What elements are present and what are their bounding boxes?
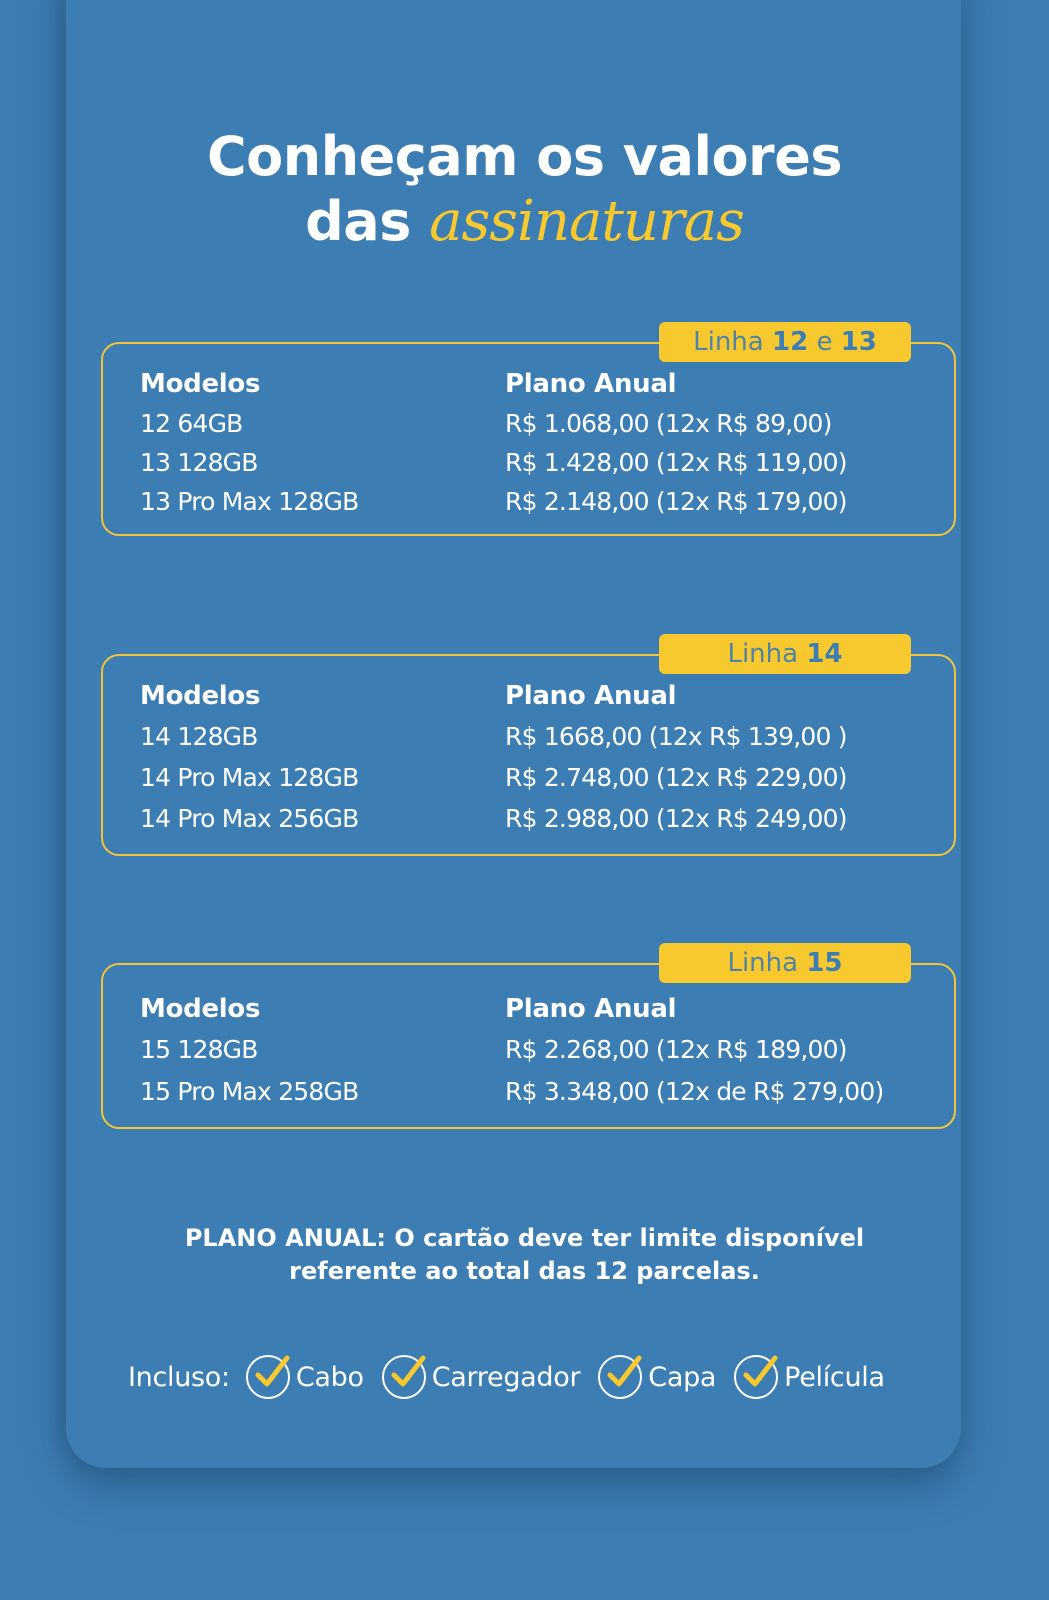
page-title-line2 xyxy=(0,190,1049,254)
include-item-label: Carregador xyxy=(431,1361,581,1393)
check-icon xyxy=(246,1355,290,1399)
plan-column xyxy=(505,364,847,521)
plan-note xyxy=(0,1222,1049,1288)
linha-tag: Linha 14 xyxy=(659,634,911,674)
plan-header: Plano Anual xyxy=(505,994,677,1024)
includes-row xyxy=(128,1352,903,1402)
model-cell: 14 128GB xyxy=(140,722,258,751)
include-item-capa xyxy=(598,1355,716,1399)
model-cell: 13 Pro Max 128GB xyxy=(140,487,359,516)
title-script-word: assinaturas xyxy=(429,189,744,254)
price-cell: R$ 3.348,00 (12x de R$ 279,00) xyxy=(505,1077,884,1106)
models-column xyxy=(140,676,358,839)
plan-header: Plano Anual xyxy=(505,369,677,399)
price-cell: R$ 2.988,00 (12x R$ 249,00) xyxy=(505,804,847,833)
plan-column xyxy=(505,989,883,1113)
linha-tag: Linha 12 e 13 xyxy=(659,322,911,362)
models-header: Modelos xyxy=(140,681,261,711)
models-column xyxy=(140,364,358,521)
price-cell: R$ 1.068,00 (12x R$ 89,00) xyxy=(505,409,832,438)
title-plain-word: das xyxy=(305,190,411,253)
model-cell: 12 64GB xyxy=(140,409,243,438)
check-icon xyxy=(382,1355,426,1399)
models-header: Modelos xyxy=(140,994,261,1024)
page-title-line1: Conheçam os valores xyxy=(207,125,842,188)
models-header: Modelos xyxy=(140,369,261,399)
include-item-carregador xyxy=(382,1355,581,1399)
price-cell: R$ 2.268,00 (12x R$ 189,00) xyxy=(505,1035,847,1064)
pricing-box-linha-12-13 xyxy=(101,327,956,536)
model-cell: 14 Pro Max 256GB xyxy=(140,804,359,833)
includes-label: Incluso: xyxy=(128,1361,230,1393)
model-cell: 14 Pro Max 128GB xyxy=(140,763,359,792)
models-column xyxy=(140,989,358,1113)
include-item-pelicula xyxy=(734,1355,885,1399)
price-cell: R$ 2.748,00 (12x R$ 229,00) xyxy=(505,763,847,792)
model-cell: 15 Pro Max 258GB xyxy=(140,1077,359,1106)
price-cell: R$ 1668,00 (12x R$ 139,00 ) xyxy=(505,722,847,751)
price-cell: R$ 2.148,00 (12x R$ 179,00) xyxy=(505,487,847,516)
linha-tag: Linha 15 xyxy=(659,943,911,983)
check-icon xyxy=(734,1355,778,1399)
pricing-box-linha-15 xyxy=(101,948,956,1129)
model-cell: 15 128GB xyxy=(140,1035,258,1064)
pricing-box-linha-14 xyxy=(101,639,956,856)
include-item-label: Capa xyxy=(648,1361,717,1393)
plan-header: Plano Anual xyxy=(505,681,677,711)
include-item-cabo xyxy=(246,1355,364,1399)
plan-note-line2: referente ao total das 12 parcelas. xyxy=(289,1257,760,1285)
model-cell: 13 128GB xyxy=(140,448,258,477)
include-item-label: Cabo xyxy=(295,1361,364,1393)
check-icon xyxy=(598,1355,642,1399)
include-item-label: Película xyxy=(784,1361,885,1393)
plan-column xyxy=(505,676,847,839)
price-cell: R$ 1.428,00 (12x R$ 119,00) xyxy=(505,448,847,477)
plan-note-line1: PLANO ANUAL: O cartão deve ter limite disponível xyxy=(184,1224,865,1252)
